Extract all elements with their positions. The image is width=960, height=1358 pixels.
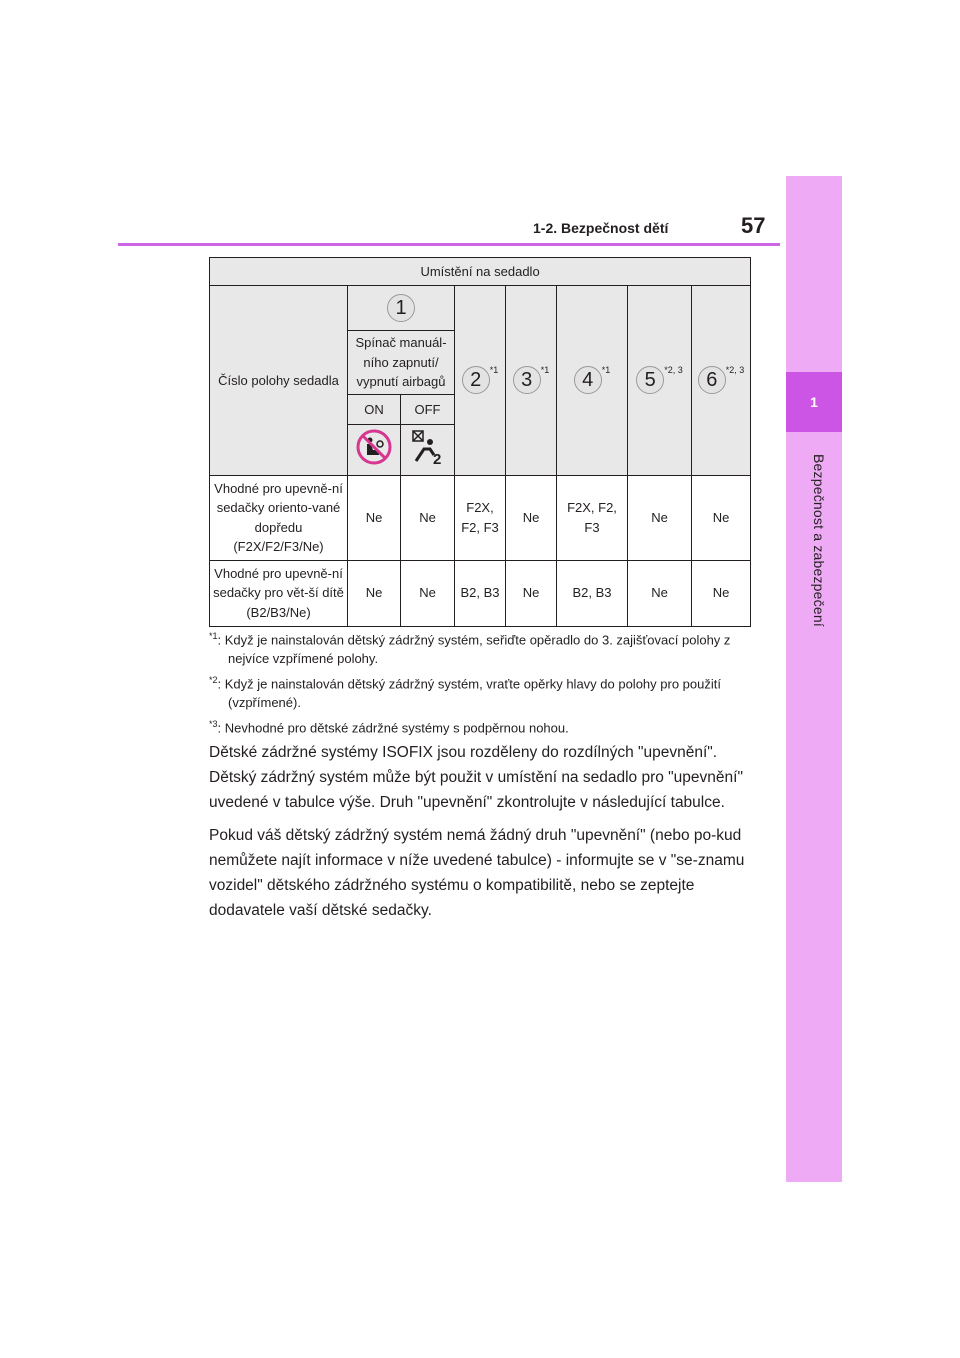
airbag-switch-label: Spínač manuál-ního zapnutí/ vypnutí airbagů [348,331,455,395]
chapter-number: 1 [810,394,818,410]
table-cell: B2, B3 [557,560,628,626]
footnote-text: : Nevhodné pro dětské zádržné systémy s podpěrnou nohou. [217,720,569,736]
position-6-header [692,286,751,476]
chapter-title: Bezpečnost a zabezpečení [811,454,827,627]
position-3-number: 3 [513,366,541,394]
chapter-sidebar [786,176,842,1182]
table-cell: Ne [692,475,751,560]
section-title: 1-2. Bezpečnost dětí [533,220,669,236]
row-label: Vhodné pro upevně-ní sedačky oriento-vané dopředu (F2X/F2/F3/Ne) [210,475,348,560]
table-cell: Ne [628,560,692,626]
position-5-number: 5 [636,366,664,394]
paragraph: Dětské zádržné systémy ISOFIX jsou rozděleny do rozdílných "upevnění". Dětský zádržný systém může být použit v umístění na sedadlo pro "upevnění" uvedené v tabulce výše. Druh "upevnění" zkontrolujte v následující tabulce. [209,744,743,811]
table-cell: Ne [348,475,401,560]
position-4-note: *1 [601,365,611,376]
header-rule [118,243,780,246]
switch-on-label: ON [348,395,401,425]
table-cell: Ne [401,560,455,626]
position-5-header [628,286,692,476]
paragraph: Pokud váš dětský zádržný systém nemá žádný druh "upevnění" (nebo po-kud nemůžete najít informace v níže uvedené tabulce) - informujte se v "se-znamu vozidel" dětského zádržného systému o kompatibilitě, nebo se zeptejte dodavatele vaší dětské sedačky. [209,827,745,919]
footnote-mark: *2 [209,675,218,686]
position-2-note: *1 [489,365,499,376]
table-cell: Ne [506,475,557,560]
position-2-number: 2 [462,366,490,394]
row-label: Vhodné pro upevně-ní sedačky pro vět-ší dítě (B2/B3/Ne) [210,560,348,626]
passenger-airbag-icon [408,427,448,467]
airbag-on-cell [401,425,455,476]
page-number: 57 [741,213,766,238]
seat-position-table [209,257,751,627]
position-3-note: *1 [540,365,550,376]
position-6-number: 6 [698,366,726,394]
position-2-header [455,286,506,476]
footnotes [209,630,754,743]
svg-text:2: 2 [432,451,441,467]
airbag-off-cell [348,425,401,476]
position-4-number: 4 [574,366,602,394]
switch-off-label: OFF [401,395,455,425]
table-cell: Ne [506,560,557,626]
table-cell: F2X, F2, F3 [557,475,628,560]
table-title: Umístění na sedadlo [210,258,751,286]
footnote-mark: *1 [209,631,218,641]
position-6-note: *2, 3 [725,365,745,376]
position-4-header [557,286,628,476]
body-text [209,740,754,931]
position-1-header [348,286,455,331]
airbag-off-icon [355,428,393,466]
row-header-seat-number: Číslo polohy sedadla [210,286,348,476]
footnote [209,630,754,669]
table-cell: B2, B3 [455,560,506,626]
table-cell: Ne [401,475,455,560]
table-cell: Ne [348,560,401,626]
footnote-text: : Když je nainstalován dětský zádržný systém, seřiďte opěradlo do 3. zajišťovací polohy z nejvíce vzpřímené polohy. [217,632,731,667]
footnote-mark: *3 [209,719,218,730]
position-5-note: *2, 3 [664,365,683,376]
table-cell: F2X, F2, F3 [455,475,506,560]
footnote-text: : Když je nainstalován dětský zádržný systém, vraťte opěrky hlavy do polohy pro použití (vzpřímené). [217,676,721,711]
table-cell: Ne [628,475,692,560]
footnote [209,718,754,738]
position-3-header [506,286,557,476]
footnote [209,674,754,713]
table-cell: Ne [692,560,751,626]
position-1-number: 1 [387,294,415,322]
